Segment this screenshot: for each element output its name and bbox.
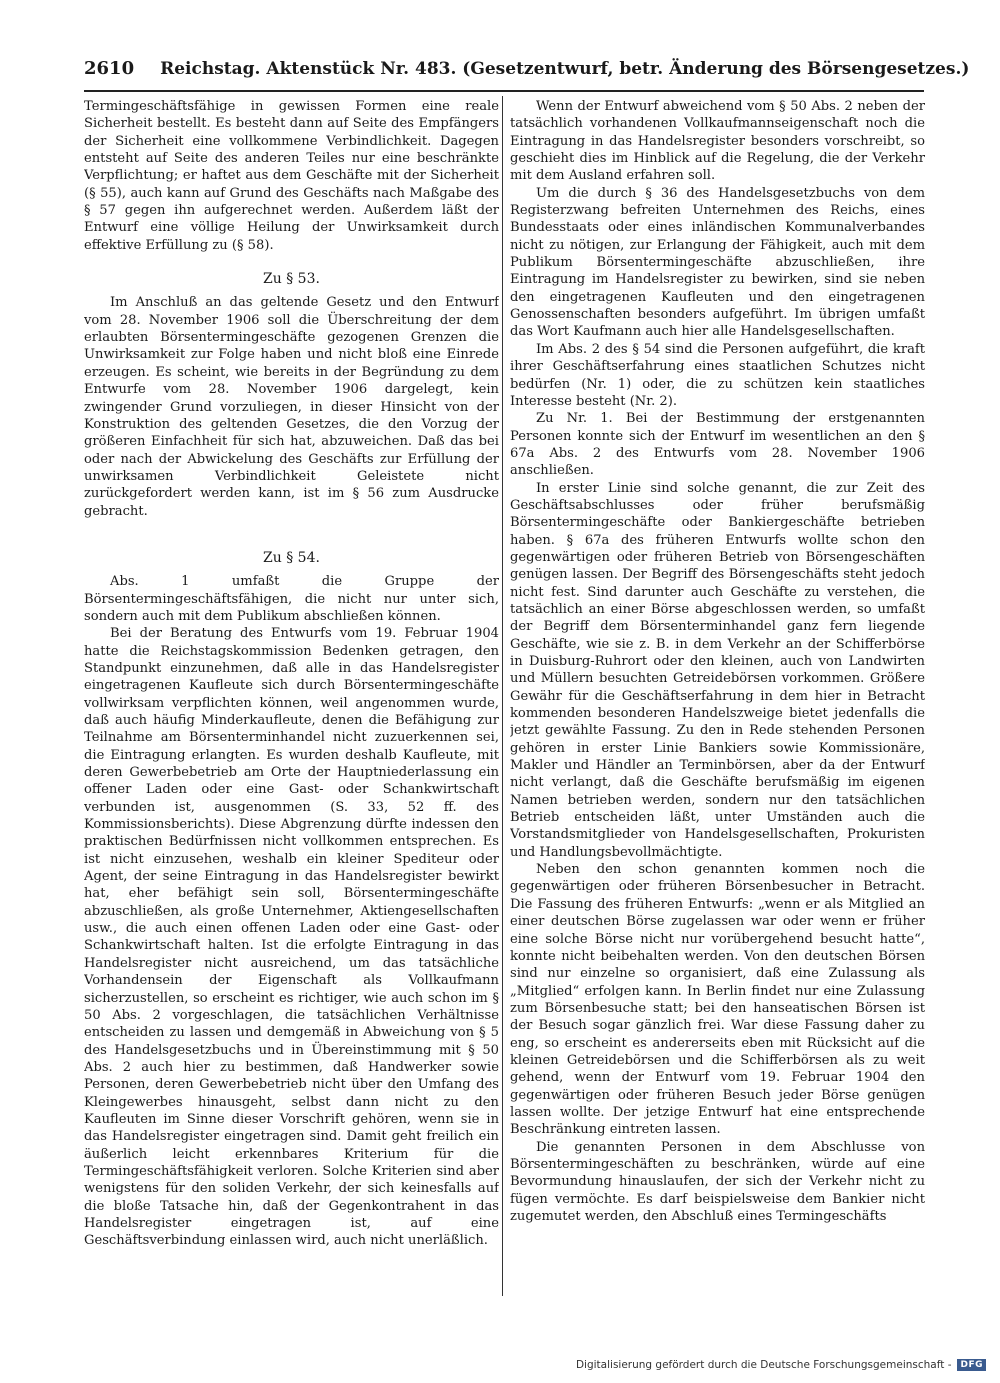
paragraph: Die genannten Personen in dem Abschlusse von Börsentermingeschäften zu beschränken, würde auf eine Bevormundung hinauslaufen, der sich der Verkehr nicht zu fügen vermöchte. Es darf beispielsweise dem Bankier nicht zugemutet werden, den Abschluß eines Termingeschäfts bbox=[510, 1139, 925, 1224]
section-heading: Zu § 54. bbox=[263, 549, 320, 566]
section-heading: Zu § 53. bbox=[263, 271, 320, 288]
page-number: 2610 bbox=[84, 58, 135, 79]
digitization-footer bbox=[576, 1359, 986, 1371]
paragraph: Termingeschäftsfähige in gewissen Formen eine reale Sicherheit bestellt. Es besteht dann auf Seite des Empfängers der Sicherheit eine vollkommene Verbindlichkeit. Dagegen entsteht auf Seite des anderen Teiles nur eine beschränkte Verpflichtung; er haftet aus dem Geschäfte mit der Sicherheit (§ 55), auch kann auf Grund des Geschäfts nach Maßgabe des § 57 gegen ihn aufgerechnet werden. Außerdem läßt der Entwurf eine völlige Heilung der Unwirksamkeit durch effektive Erfüllung zu (§ 58). bbox=[84, 99, 499, 253]
paragraph: In erster Linie sind solche genannt, die zur Zeit des Geschäftsabschlusses oder früher berufsmäßig Börsentermingeschäfte oder Bankiergeschäfte betrieben haben. § 67a des früheren Entwurfs wollte schon den gegenwärtigen oder früheren Betrieb von Börsengeschäften genügen lassen. Der Begriff des Börsengeschäfts steht jedoch nicht fest. Sind darunter auch Geschäfte zu verstehen, die tatsächlich an einer Börse abgeschlossen werden, so umfaßt der Begriff dem Börsenterminhandel ganz fern liegende Geschäfte, wie sie z. B. in dem Verkehr an der Schifferbörse in Duisburg-Ruhrort oder den kleinen, auch von Landwirten und Müllern besuchten Getreidebörsen vorkommen. Größere Gewähr für die Geschäftserfahrung in dem hier in Betracht kommenden besonderen Handelszweige bietet jedenfalls die jetzt gewählte Fassung. Zu den in Rede stehenden Personen gehören in erster Linie Bankiers sowie Kommissionäre, Makler und Händler an Terminbörsen, aber da der Entwurf nicht verlangt, daß die Geschäfte berufsmäßig im eigenen Namen betrieben werden, sondern nur den tatsächlichen Betrieb entscheiden läßt, unter Umständen auch die Vorstandsmitglieder von Handelsgesellschaften, Prokuristen und Handlungsbevollmächtigte. bbox=[510, 480, 925, 860]
paragraph: Zu Nr. 1. Bei der Bestimmung der erstgenannten Personen konnte sich der Entwurf im wesentlichen an den § 67a Abs. 2 des Entwurfs vom 28. November 1906 anschließen. bbox=[510, 411, 925, 479]
paragraph: Im Abs. 2 des § 54 sind die Personen aufgeführt, die kraft ihrer Geschäftserfahrung eines staatlichen Schutzes nicht bedürfen (Nr. 1) oder, die zu schützen kein staatliches Interesse besteht (Nr. 2). bbox=[510, 341, 925, 409]
running-title: Reichstag. Aktenstück Nr. 483. (Gesetzentwurf, betr. Änderung des Börsengesetzes.) bbox=[160, 59, 970, 79]
dfg-logo: DFG bbox=[957, 1359, 986, 1371]
paragraph: Um die durch § 36 des Handelsgesetzbuchs von dem Registerzwang befreiten Unternehmen des Reichs, eines Bundesstaats oder eines inländischen Kommunalverbandes nicht zu nötigen, zur Erlangung der Fähigkeit, auch mit dem Publikum Börsentermingeschäfte abzuschließen, ihre Eintragung im Handelsregister zu bewirken, sind sie neben den eingetragenen Kaufleuten und den eingetragenen Genossenschaften besonders aufgeführt. Im übrigen umfaßt das Wort Kaufmann auch hier alle Handelsgesellschaften. bbox=[510, 185, 925, 340]
paragraph: Bei der Beratung des Entwurfs vom 19. Februar 1904 hatte die Reichstagskommission Bedenken getragen, den Standpunkt einzunehmen, daß alle in das Handelsregister eingetragenen Kaufleute sich durch Börsentermingeschäfte vollwirksam verpflichten können, weil angenommen wurde, daß auch häufig Minderkaufleute, denen die Befähigung zur Teilnahme am Börsenterminhandel nicht zuzuerkennen sei, die Eintragung erlangten. Es wurden deshalb Kaufleute, mit deren Gewerbebetrieb am Orte der Hauptniederlassung ein offener Laden oder eine Gast- oder Schankwirtschaft verbunden ist, ausgenommen (S. 33, 52 ff. des Kommissionsberichts). Diese Abgrenzung dürfte indessen den praktischen Bedürfnissen nicht vollkommen entsprechen. Es ist nicht einzusehen, weshalb ein kleiner Spediteur oder Agent, der seine Eintragung in das Handelsregister bewirkt hat, eher befähigt sein soll, Börsentermingeschäfte abzuschließen, als große Unternehmer, Aktiengesellschaften usw., die auch einen offenen Laden oder eine Gast- oder Schankwirtschaft halten. Ist die erfolgte Eintragung in das Handelsregister nicht ausreichend, um das tatsächliche Vorhandensein der Eigenschaft als Vollkaufmann sicherzustellen, so erscheint es richtiger, wie auch schon im § 50 Abs. 2 vorgeschlagen, die tatsächlichen Verhältnisse entscheiden zu lassen und demgemäß in Abweichung von § 5 des Handelsgesetzbuchs und in Übereinstimmung mit § 50 Abs. 2 auch hier zu bestimmen, daß Handwerker sowie Personen, deren Gewerbebetrieb nicht über den Umfang des Kleingewerbes hinausgeht, selbst dann nicht zu den Kaufleuten im Sinne dieser Vorschrift gehören, wenn sie in das Handelsregister eingetragen sind. Damit geht freilich ein äußerlich leicht erkennbares Kriterium für die Termingeschäftsfähigkeit verloren. Solche Kriterien sind aber wenigstens für den soliden Verkehr, der sich keinesfalls auf die bloße Tatsache hin, daß der Gegenkontrahent in das Handelsregister eingetragen ist, auf eine Geschäftsverbindung einlassen wird, auch nicht unerläßlich. bbox=[84, 626, 499, 1249]
left-column bbox=[84, 98, 499, 1298]
paragraph: Im Anschluß an das geltende Gesetz und den Entwurf vom 28. November 1906 soll die Überschreitung der dem erlaubten Börsentermingeschäfte gezogenen Grenzen die Unwirksamkeit zur Folge haben und nicht bloß eine Einrede erzeugen. Es scheint, wie bereits in der Begründung zu dem Entwurfe vom 28. November 1906 dargelegt, kein zwingender Grund vorzuliegen, in dieser Hinsicht von der Konstruktion des geltenden Gesetzes, die den Vorzug der größeren Einfachheit für sich hat, abzuweichen. Daß das bei oder nach der Abwickelung des Geschäfts zur Erfüllung der unwirksamen Verbindlichkeit Geleistete nicht zurückgefordert werden kann, ist im § 56 zum Ausdrucke gebracht. bbox=[84, 295, 499, 519]
page-header bbox=[84, 58, 970, 90]
paragraph: Wenn der Entwurf abweichend vom § 50 Abs. 2 neben der tatsächlich vorhandenen Vollkaufmannseigenschaft noch die Eintragung in das Handelsregister besonders vorschreibt, so geschieht dies im Hinblick auf die Regelung, die der Verkehr mit dem Ausland erfahren soll. bbox=[510, 99, 925, 184]
right-column bbox=[510, 98, 925, 1298]
paragraph: Neben den schon genannten kommen noch die gegenwärtigen oder früheren Börsenbesucher in Betracht. Die Fassung des früheren Entwurfs: „wenn er als Mitglied an einer deutschen Börse zugelassen war oder wenn er früher eine solche Börse nicht nur vorübergehend besucht hatte“, konnte nicht beibehalten werden. Von den deutschen Börsen sind nur einzelne so organisiert, daß eine Zulassung als „Mitglied“ erfolgen kann. In Berlin findet nur eine Zulassung zum Börsenbesuche statt; bei den hanseatischen Börsen ist der Besuch sogar gänzlich frei. War diese Fassung daher zu eng, so erscheint es andererseits eben mit Rücksicht auf die kleinen Getreidebörsen und die Schifferbörsen als zu weit gehend, wenn der Entwurf vom 19. Februar 1904 den gegenwärtigen oder früheren Besuch jeder Börse genügen lassen wollte. Der jetzige Entwurf hat eine entsprechende Beschränkung eintreten lassen. bbox=[510, 862, 925, 1138]
footer-text: Digitalisierung gefördert durch die Deutsche Forschungsgemeinschaft - bbox=[575, 1359, 952, 1371]
header-rule bbox=[84, 90, 924, 92]
paragraph: Abs. 1 umfaßt die Gruppe der Börsentermingeschäftsfähigen, die nicht nur unter sich, sondern auch mit dem Publikum abschließen können. bbox=[84, 574, 499, 624]
column-divider bbox=[502, 96, 503, 1296]
